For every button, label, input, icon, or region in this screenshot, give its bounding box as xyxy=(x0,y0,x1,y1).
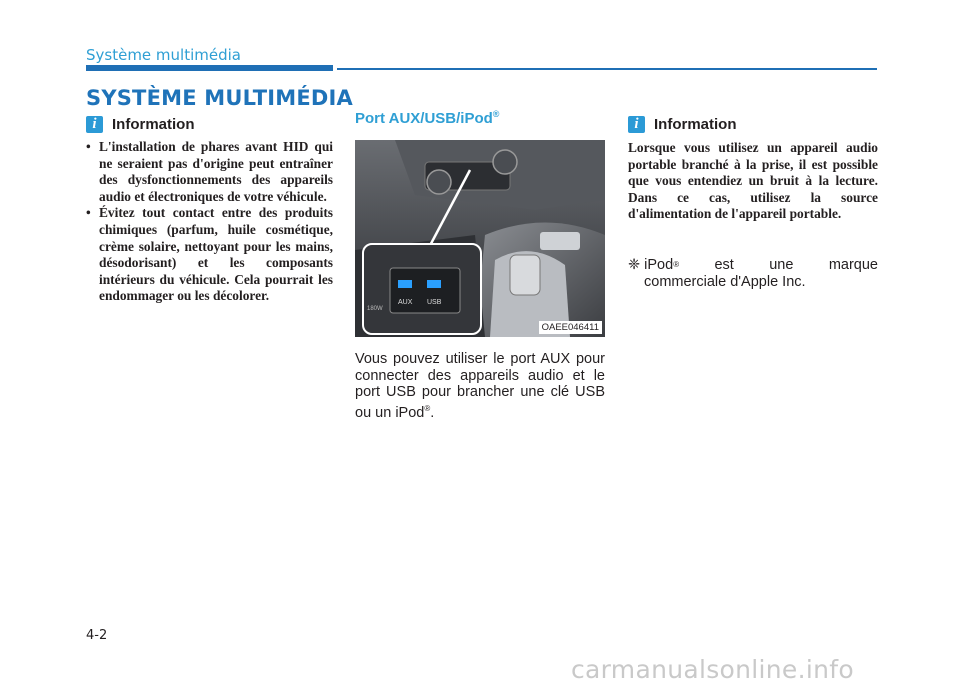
trademark-note: ❈ iPod ® est une marque commerciale d'Apple Inc. xyxy=(628,257,878,290)
running-header: Système multimédia xyxy=(86,46,241,64)
left-info-heading xyxy=(86,116,195,133)
console-illustration xyxy=(355,140,605,337)
watermark: carmanualsonline.info xyxy=(571,655,854,684)
list-item: • Évitez tout contact entre des produits chimiques (parfum, huile cosmétique, crème solaire, nettoyant pour les mains, désodorisant) et les composants intérieurs du véhicule. Cela pourrait les endommager ou les décolorer. xyxy=(86,205,333,304)
image-code: OAEE046411 xyxy=(539,321,602,334)
list-item: • L'installation de phares avant HID qui ne seraient pas d'origine peut entraîner des dysfonctionnements des appareils audio et électroniques de votre véhicule. xyxy=(86,139,333,204)
left-info-heading-text: Information xyxy=(112,116,195,133)
right-info-heading xyxy=(628,116,737,133)
port-heading: Port AUX/USB/iPod® xyxy=(355,109,500,127)
header-bar-thin xyxy=(337,68,877,70)
info-icon: i xyxy=(86,116,103,133)
right-info-paragraph: Lorsque vous utilisez un appareil audio portable branché à la prise, il est possible que vous entendiez un bruit à la lecture. Dans ce cas, utilisez la source d'alimentation de l'appareil portable. xyxy=(628,140,878,222)
left-info-list xyxy=(86,139,333,305)
right-info-heading-text: Information xyxy=(654,116,737,133)
info-icon: i xyxy=(628,116,645,133)
note-symbol-icon: ❈ xyxy=(628,257,641,273)
port-paragraph: Vous pouvez utiliser le port AUX pour connecter des appareils audio et le port USB pour brancher une clé USB ou un iPod®. xyxy=(355,351,605,421)
header-bar-thick xyxy=(86,65,333,71)
aux-label: AUX xyxy=(398,299,413,306)
page-title: SYSTÈME MULTIMÉDIA xyxy=(86,86,354,110)
usb-label: USB xyxy=(427,299,442,306)
page-number: 4-2 xyxy=(86,628,108,643)
power-label: 180W xyxy=(367,306,383,312)
console-photo xyxy=(355,140,605,337)
